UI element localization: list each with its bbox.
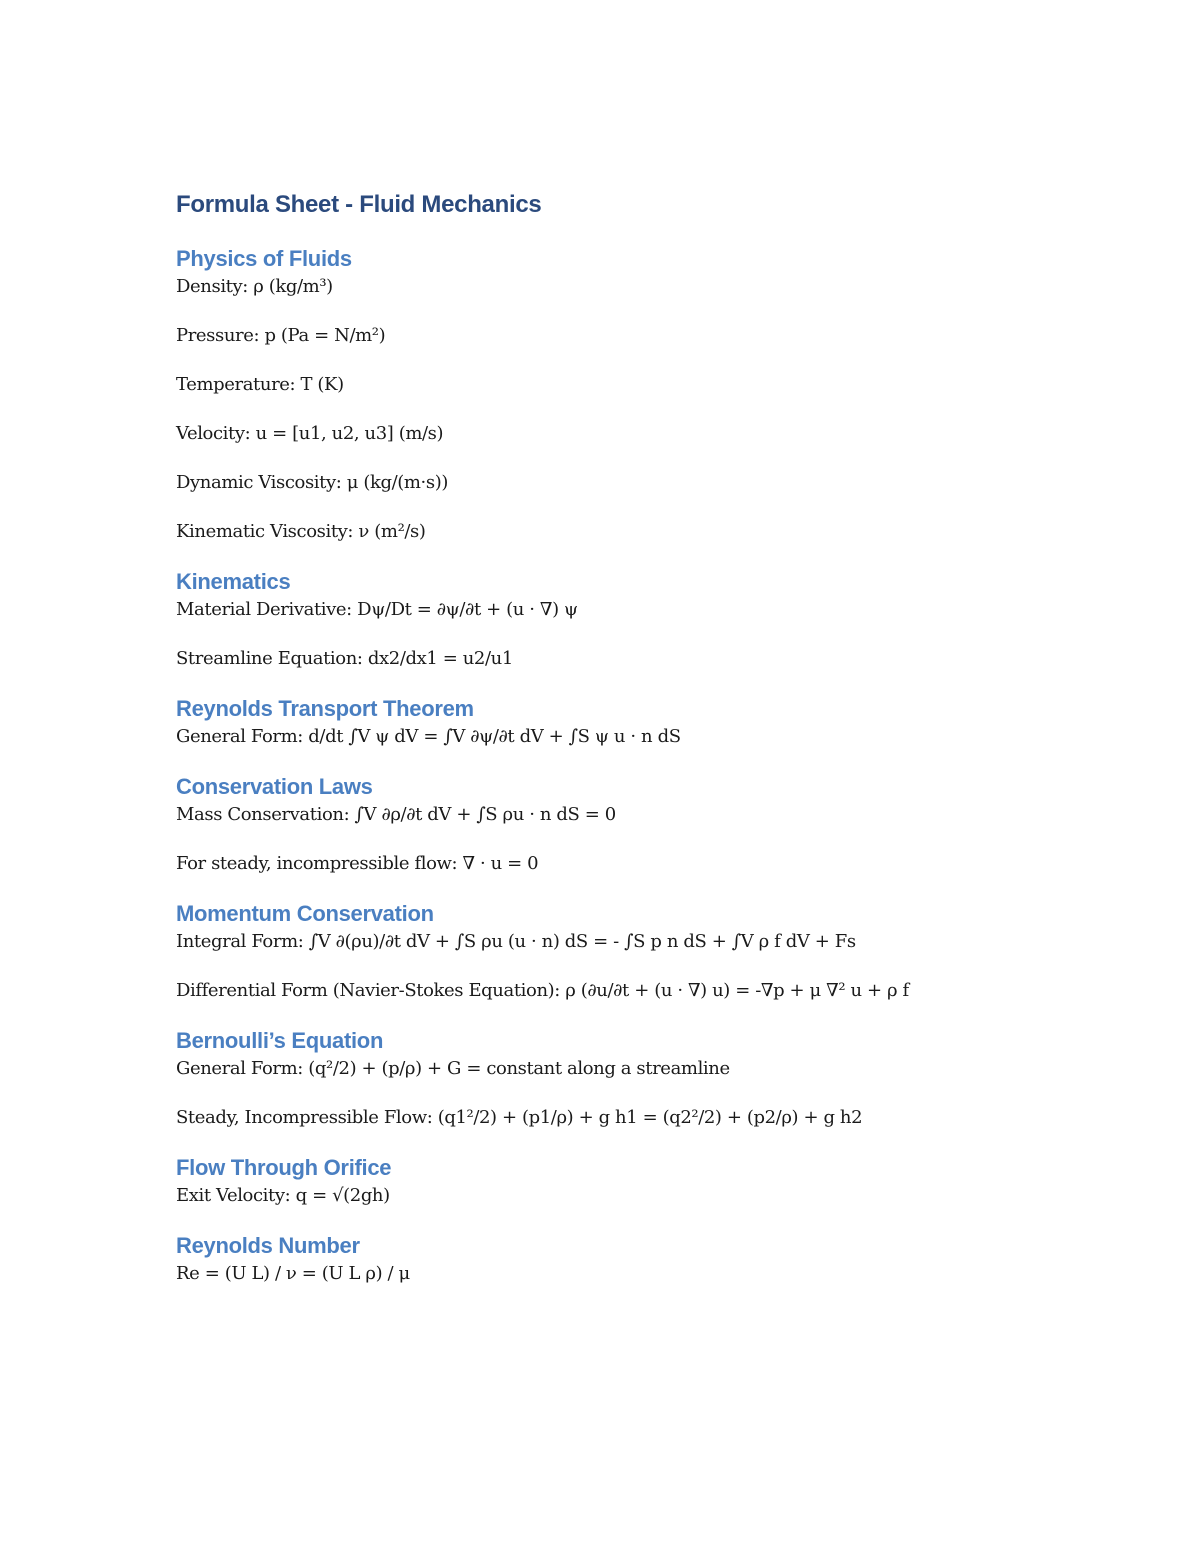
section-kinematics xyxy=(176,567,1076,672)
formula-line-navier-stokes: Differential Form (Navier-Stokes Equation): ρ (∂u/∂t + (u · ∇) u) = -∇p + μ ∇² u + ρ f xyxy=(176,980,909,1001)
formula-line-bernoulli-general: General Form: (q²/2) + (p/ρ) + G = constant along a streamline xyxy=(176,1058,730,1079)
formula-line-material-derivative: Material Derivative: Dψ/Dt = ∂ψ/∂t + (u · ∇) ψ xyxy=(176,599,578,620)
formula-line-temperature: Temperature: T (K) xyxy=(176,374,344,395)
section-heading: Flow Through Orifice xyxy=(176,1155,392,1180)
formula-line-rtt-general-form: General Form: d/dt ∫V ψ dV = ∫V ∂ψ/∂t dV + ∫S ψ u · n dS xyxy=(176,726,681,747)
section-momentum-conservation xyxy=(176,899,1076,1004)
document-title: Formula Sheet - Fluid Mechanics xyxy=(176,191,542,218)
formula-line-incompressible-flow: For steady, incompressible flow: ∇ · u = 0 xyxy=(176,853,539,874)
formula-line-integral-form: Integral Form: ∫V ∂(ρu)/∂t dV + ∫S ρu (u · n) dS = - ∫S p n dS + ∫V ρ f dV + Fs xyxy=(176,931,856,952)
formula-line-dynamic-viscosity: Dynamic Viscosity: μ (kg/(m·s)) xyxy=(176,472,448,493)
formula-line-exit-velocity: Exit Velocity: q = √(2gh) xyxy=(176,1185,390,1206)
section-reynolds-number xyxy=(176,1231,1076,1287)
formula-line-velocity: Velocity: u = [u1, u2, u3] (m/s) xyxy=(176,423,444,444)
formula-line-bernoulli-steady: Steady, Incompressible Flow: (q1²/2) + (p1/ρ) + g h1 = (q2²/2) + (p2/ρ) + g h2 xyxy=(176,1107,863,1128)
section-heading: Momentum Conservation xyxy=(176,901,434,926)
formula-line-density: Density: ρ (kg/m³) xyxy=(176,276,333,297)
section-heading: Conservation Laws xyxy=(176,774,373,799)
section-bernoulli-equation xyxy=(176,1026,1076,1131)
section-heading: Physics of Fluids xyxy=(176,246,352,271)
document-page xyxy=(176,188,1076,1287)
section-heading: Reynolds Transport Theorem xyxy=(176,696,474,721)
formula-line-streamline-equation: Streamline Equation: dx2/dx1 = u2/u1 xyxy=(176,648,513,669)
formula-line-mass-conservation: Mass Conservation: ∫V ∂ρ/∂t dV + ∫S ρu · n dS = 0 xyxy=(176,804,616,825)
section-conservation-laws xyxy=(176,772,1076,877)
formula-line-kinematic-viscosity: Kinematic Viscosity: ν (m²/s) xyxy=(176,521,426,542)
section-reynolds-transport-theorem xyxy=(176,694,1076,750)
section-physics-of-fluids xyxy=(176,244,1076,545)
section-heading: Reynolds Number xyxy=(176,1233,360,1258)
formula-line-pressure: Pressure: p (Pa = N/m²) xyxy=(176,325,386,346)
section-heading: Kinematics xyxy=(176,569,291,594)
section-flow-through-orifice xyxy=(176,1153,1076,1209)
formula-line-reynolds-number: Re = (U L) / ν = (U L ρ) / μ xyxy=(176,1263,410,1284)
section-heading: Bernoulli’s Equation xyxy=(176,1028,384,1053)
